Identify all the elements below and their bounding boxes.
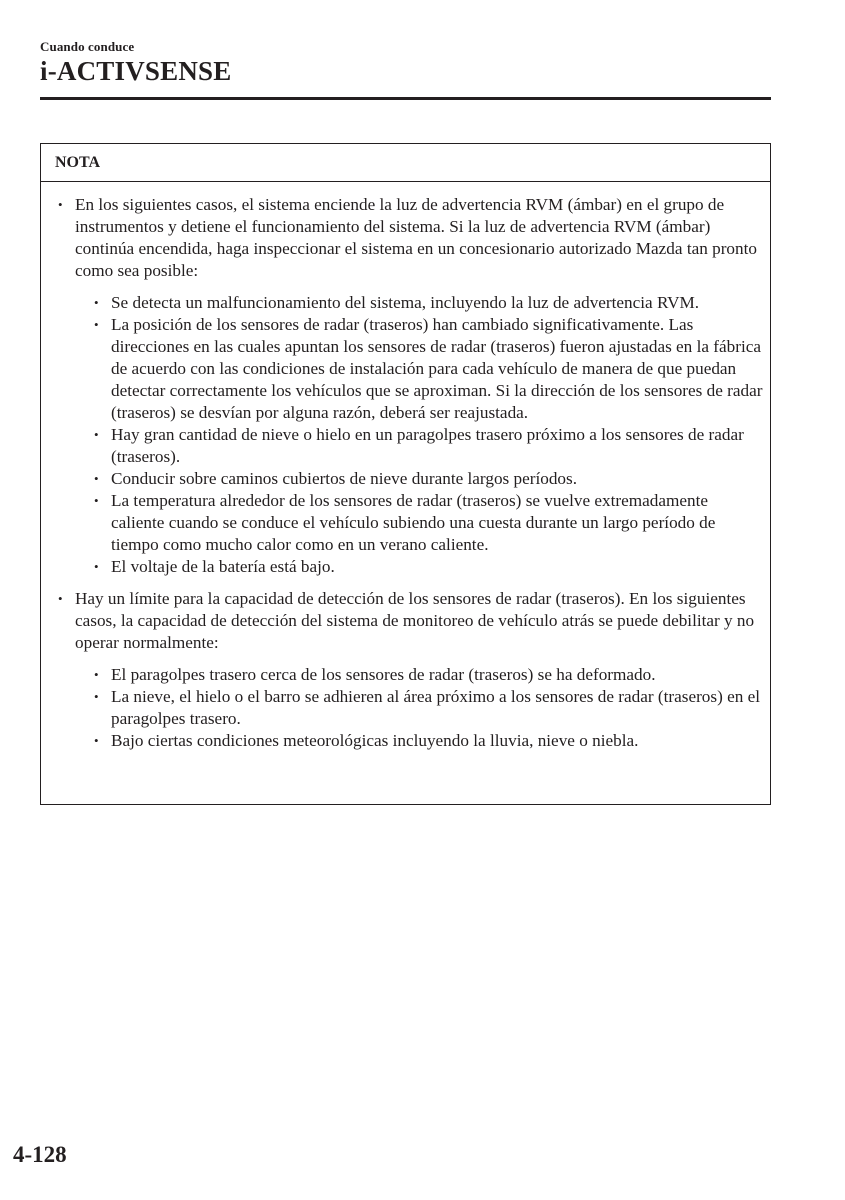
note-box	[40, 143, 771, 805]
page-title: i-ACTIVSENSE	[40, 56, 232, 86]
note-body	[56, 194, 764, 752]
sub-list-item-text: Se detecta un malfuncionamiento del sistema, incluyendo la luz de advertencia RVM.	[111, 293, 700, 312]
bullet-icon: •	[58, 197, 63, 212]
bullet-icon: •	[94, 493, 99, 508]
sub-list-item-text: El paragolpes trasero cerca de los sensores de radar (traseros) se ha deformado.	[111, 665, 656, 684]
sub-list-item	[75, 314, 764, 424]
sub-list-item	[75, 292, 764, 314]
bullet-icon: •	[94, 689, 99, 704]
sub-list-item	[75, 730, 764, 752]
bullet-icon: •	[94, 317, 99, 332]
list-item-text: En los siguientes casos, el sistema enciende la luz de advertencia RVM (ámbar) en el grupo de instrumentos y detiene el funcionamiento del sistema. Si la luz de advertencia RVM (ámbar) continúa encendida, haga inspeccionar el sistema en un concesionario autorizado Mazda tan pronto como sea posible:	[75, 195, 757, 280]
list-item-text: Hay un límite para la capacidad de detección de los sensores de radar (traseros). En los siguientes casos, la capacidad de detección del sistema de monitoreo de vehículo atrás se puede debilitar y no operar normalmente:	[75, 589, 755, 652]
sub-list-item	[75, 556, 764, 578]
sub-list-item-text: La temperatura alrededor de los sensores de radar (traseros) se vuelve extremadamente caliente cuando se conduce el vehículo subiendo una cuesta durante un largo período de tiempo como mucho calor como en un verano caliente.	[111, 491, 716, 554]
bullet-icon: •	[94, 295, 99, 310]
sub-list-item	[75, 490, 764, 556]
bullet-icon: •	[94, 559, 99, 574]
page-number: 4-128	[13, 1142, 67, 1167]
bullet-icon: •	[94, 471, 99, 486]
sub-list-item-text: Conducir sobre caminos cubiertos de nieve durante largos períodos.	[111, 469, 578, 488]
section-label: Cuando conduce	[40, 39, 135, 54]
list-item	[56, 194, 764, 578]
sub-list-item	[75, 686, 764, 730]
sub-list-item-text: El voltaje de la batería está bajo.	[111, 557, 335, 576]
sub-list-item-text: Hay gran cantidad de nieve o hielo en un paragolpes trasero próximo a los sensores de radar (traseros).	[111, 425, 744, 466]
list-item	[56, 588, 764, 752]
bullet-icon: •	[94, 667, 99, 682]
sub-list-item-text: La posición de los sensores de radar (traseros) han cambiado significativamente. Las direcciones en las cuales apuntan los sensores de radar (traseros) fueron ajustadas en la fábrica de acuerdo con las condiciones de instalación para cada vehículo de manera de que puedan detectar correctamente los vehículos que se aproximan. Si la dirección de los sensores de radar (traseros) se desvían por alguna razón, deberá ser reajustada.	[111, 315, 763, 422]
bullet-icon: •	[94, 733, 99, 748]
note-heading: NOTA	[41, 144, 770, 182]
title-rule	[40, 97, 771, 100]
note-list	[56, 194, 764, 752]
sub-list	[75, 664, 764, 752]
sub-list-item-text: La nieve, el hielo o el barro se adhieren al área próximo a los sensores de radar (traseros) en el paragolpes trasero.	[111, 687, 761, 728]
sub-list-item	[75, 664, 764, 686]
sub-list	[75, 292, 764, 578]
sub-list-item-text: Bajo ciertas condiciones meteorológicas incluyendo la lluvia, nieve o niebla.	[111, 731, 639, 750]
bullet-icon: •	[58, 591, 63, 606]
bullet-icon: •	[94, 427, 99, 442]
sub-list-item	[75, 468, 764, 490]
sub-list-item	[75, 424, 764, 468]
